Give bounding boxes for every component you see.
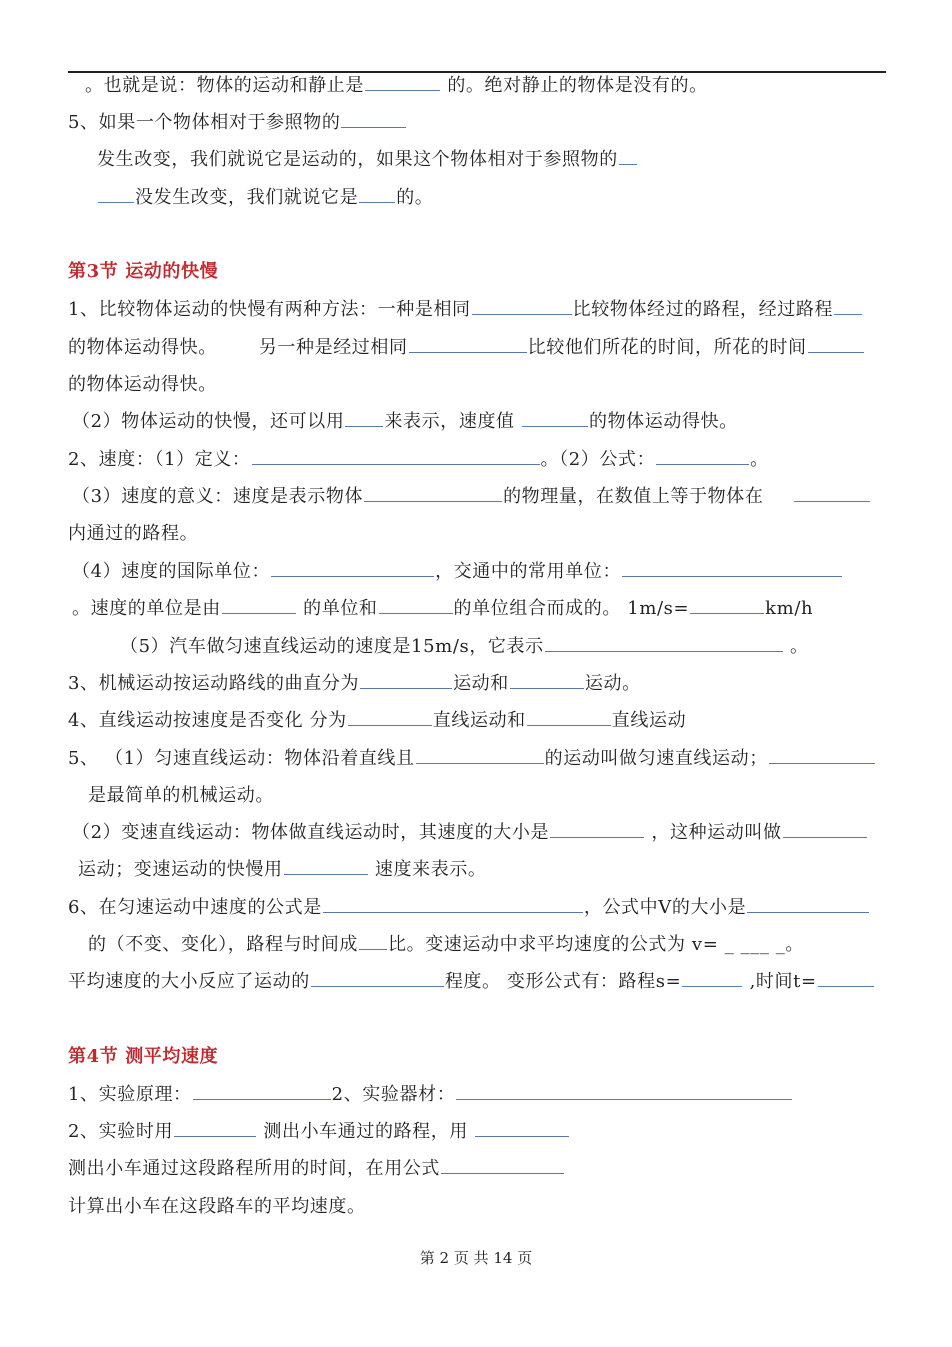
fill-in-blank — [360, 672, 452, 689]
text-line — [72, 560, 843, 584]
text-segment: 直线运动和 — [432, 710, 526, 731]
text-segment: 内通过的路程。 — [68, 523, 199, 544]
text-segment: 的物理量，在数值上等于物体在 — [503, 486, 764, 507]
text-segment: 运动。 — [584, 673, 641, 694]
text-line — [68, 896, 870, 920]
fill-in-blank — [284, 858, 368, 875]
text-segment: （3）速度的意义：速度是表示物体 — [72, 486, 364, 507]
text-segment: 另一种是经过相同 — [258, 337, 408, 358]
fill-in-blank — [379, 597, 453, 614]
fill-in-blank — [619, 148, 637, 165]
fill-in-blank — [622, 560, 842, 577]
text-segment: 。 — [750, 449, 769, 470]
text-line — [68, 111, 407, 135]
text-line — [78, 858, 487, 882]
text-segment: 没发生改变，我们就说它是 — [135, 187, 359, 208]
text-line — [68, 709, 686, 733]
text-segment: 测出小车通过的路程，用 — [257, 1121, 475, 1142]
text-segment: 1、实验原理： — [68, 1084, 192, 1105]
text-segment: （4）速度的国际单位： — [72, 561, 271, 582]
text-segment: 。 — [783, 636, 809, 657]
fill-in-blank — [441, 1157, 564, 1174]
text-segment: 速度来表示。 — [368, 859, 487, 880]
text-segment: 6、在匀速运动中速度的公式是 — [68, 897, 322, 918]
fill-in-blank — [545, 635, 783, 652]
text-segment: ，这种运动叫做 — [645, 822, 782, 843]
text-line — [72, 410, 738, 434]
text-segment: 。（2）公式： — [540, 449, 656, 470]
fill-in-blank — [348, 709, 432, 726]
text-segment: 的物体运动得快。 — [68, 337, 217, 358]
fill-in-blank — [690, 597, 764, 614]
text-segment: 发生改变，我们就说它是运动的，如果这个物体相对于参照物的 — [97, 149, 618, 170]
text-line — [88, 933, 804, 957]
fill-in-blank — [747, 896, 869, 913]
text-segment: 2、速度：（1）定义： — [68, 449, 251, 470]
text-segment: 。也就是说：物体的运动和静止是 — [85, 75, 364, 96]
fill-in-blank — [783, 821, 867, 838]
text-line — [120, 635, 809, 659]
text-segment: 的物体运动得快。 — [68, 374, 217, 395]
fill-in-blank — [252, 448, 540, 465]
text-segment: km/h — [765, 598, 814, 619]
fill-in-blank — [359, 933, 387, 950]
fill-in-blank — [818, 970, 874, 987]
fill-in-blank — [472, 298, 572, 315]
fill-in-blank — [794, 485, 870, 502]
text-line — [68, 747, 876, 771]
fill-in-blank — [527, 709, 611, 726]
section-heading: 第3节 运动的快慢 — [68, 261, 219, 282]
text-segment: 是最简单的机械运动。 — [88, 785, 274, 806]
text-segment: （2）变速直线运动：物体做直线运动时，其速度的大小是 — [72, 822, 550, 843]
text-segment: 3、机械运动按运动路线的曲直分为 — [68, 673, 360, 694]
text-segment: 比较物体经过的路程，经过路程 — [572, 299, 834, 320]
fill-in-blank — [222, 597, 296, 614]
fill-in-blank — [193, 1083, 331, 1100]
text-line — [72, 821, 868, 845]
text-line — [68, 1083, 793, 1107]
text-line — [85, 74, 708, 98]
text-segment: 比。变速运动中求平均速度的公式为 v= _ ___ _。 — [388, 934, 804, 955]
text-segment: 2、实验器材： — [331, 1084, 456, 1105]
fill-in-blank — [475, 1120, 569, 1137]
text-segment: 的。 — [396, 187, 434, 208]
text-segment: 计算出小车在这段路车的平均速度。 — [68, 1196, 366, 1217]
fill-in-blank — [682, 970, 742, 987]
text-line — [68, 373, 217, 397]
fill-in-blank — [365, 74, 440, 91]
text-segment: 运动；变速运动的快慢用 — [78, 859, 283, 880]
text-segment: ,时间t= — [743, 971, 817, 992]
fill-in-blank — [769, 747, 875, 764]
text-line — [72, 597, 813, 621]
text-line — [72, 485, 871, 509]
text-segment: 平均速度的大小反应了运动的 — [68, 971, 310, 992]
text-segment: （5）汽车做匀速直线运动的速度是15m/s，它表示 — [120, 636, 544, 657]
fill-in-blank — [174, 1120, 256, 1137]
text-line — [68, 1120, 570, 1144]
fill-in-blank — [311, 970, 444, 987]
text-segment: 。速度的单位是由 — [72, 598, 221, 619]
fill-in-blank — [522, 410, 588, 427]
text-segment: ，交通中的常用单位： — [435, 561, 622, 582]
fill-in-blank — [345, 410, 383, 427]
page-footer: 第 2 页 共 14 页 — [419, 1249, 533, 1267]
fill-in-blank — [409, 336, 527, 353]
text-line — [68, 1195, 366, 1219]
fill-in-blank — [98, 186, 134, 203]
text-segment: 程度。 变形公式有：路程s= — [444, 971, 682, 992]
text-segment: 5、如果一个物体相对于参照物的 — [68, 112, 341, 133]
text-segment: ，公式中V的大小是 — [583, 897, 747, 918]
text-line — [68, 970, 875, 994]
text-line — [97, 186, 433, 210]
text-segment: 的物体运动得快。 — [588, 411, 738, 432]
text-segment: 5、 （1）匀速直线运动：物体沿着直线且 — [68, 748, 415, 769]
text-line — [68, 448, 769, 472]
text-segment: 的运动叫做匀速直线运动； — [544, 748, 768, 769]
text-line — [68, 298, 863, 322]
text-line — [88, 784, 274, 808]
text-segment: 4、直线运动按速度是否变化 分为 — [68, 710, 347, 731]
text-segment: 的单位组合而成的。 1m/s= — [453, 598, 690, 619]
fill-in-blank — [341, 111, 406, 128]
fill-in-blank — [364, 485, 502, 502]
fill-in-blank — [510, 672, 584, 689]
fill-in-blank — [359, 186, 395, 203]
text-segment: 运动和 — [453, 673, 509, 694]
text-segment: 1、比较物体运动的快慢有两种方法：一种是相同 — [68, 299, 471, 320]
text-segment: 来表示，速度值 — [384, 411, 521, 432]
fill-in-blank — [323, 896, 583, 913]
text-line — [68, 336, 865, 360]
section-heading: 第4节 测平均速度 — [68, 1046, 219, 1067]
header-rule — [68, 71, 886, 73]
fill-in-blank — [656, 448, 749, 465]
text-line — [68, 522, 198, 546]
fill-in-blank — [834, 298, 862, 315]
text-segment: 比较他们所花的时间，所花的时间 — [527, 337, 807, 358]
text-segment: （2）物体运动的快慢，还可以用 — [72, 411, 345, 432]
text-segment: 的。绝对静止的物体是没有的。 — [441, 75, 708, 96]
text-segment: 2、实验时用 — [68, 1121, 174, 1142]
text-line — [68, 1157, 565, 1181]
text-line — [68, 672, 641, 696]
text-line — [97, 148, 638, 172]
fill-in-blank — [550, 821, 644, 838]
text-segment: 测出小车通过这段路程所用的时间，在用公式 — [68, 1158, 440, 1179]
fill-in-blank — [271, 560, 434, 577]
text-segment: 直线运动 — [611, 710, 687, 731]
text-segment: 的单位和 — [296, 598, 378, 619]
fill-in-blank — [808, 336, 864, 353]
fill-in-blank — [416, 747, 544, 764]
text-segment: 的（不变、变化），路程与时间成 — [88, 934, 358, 955]
fill-in-blank — [456, 1083, 792, 1100]
